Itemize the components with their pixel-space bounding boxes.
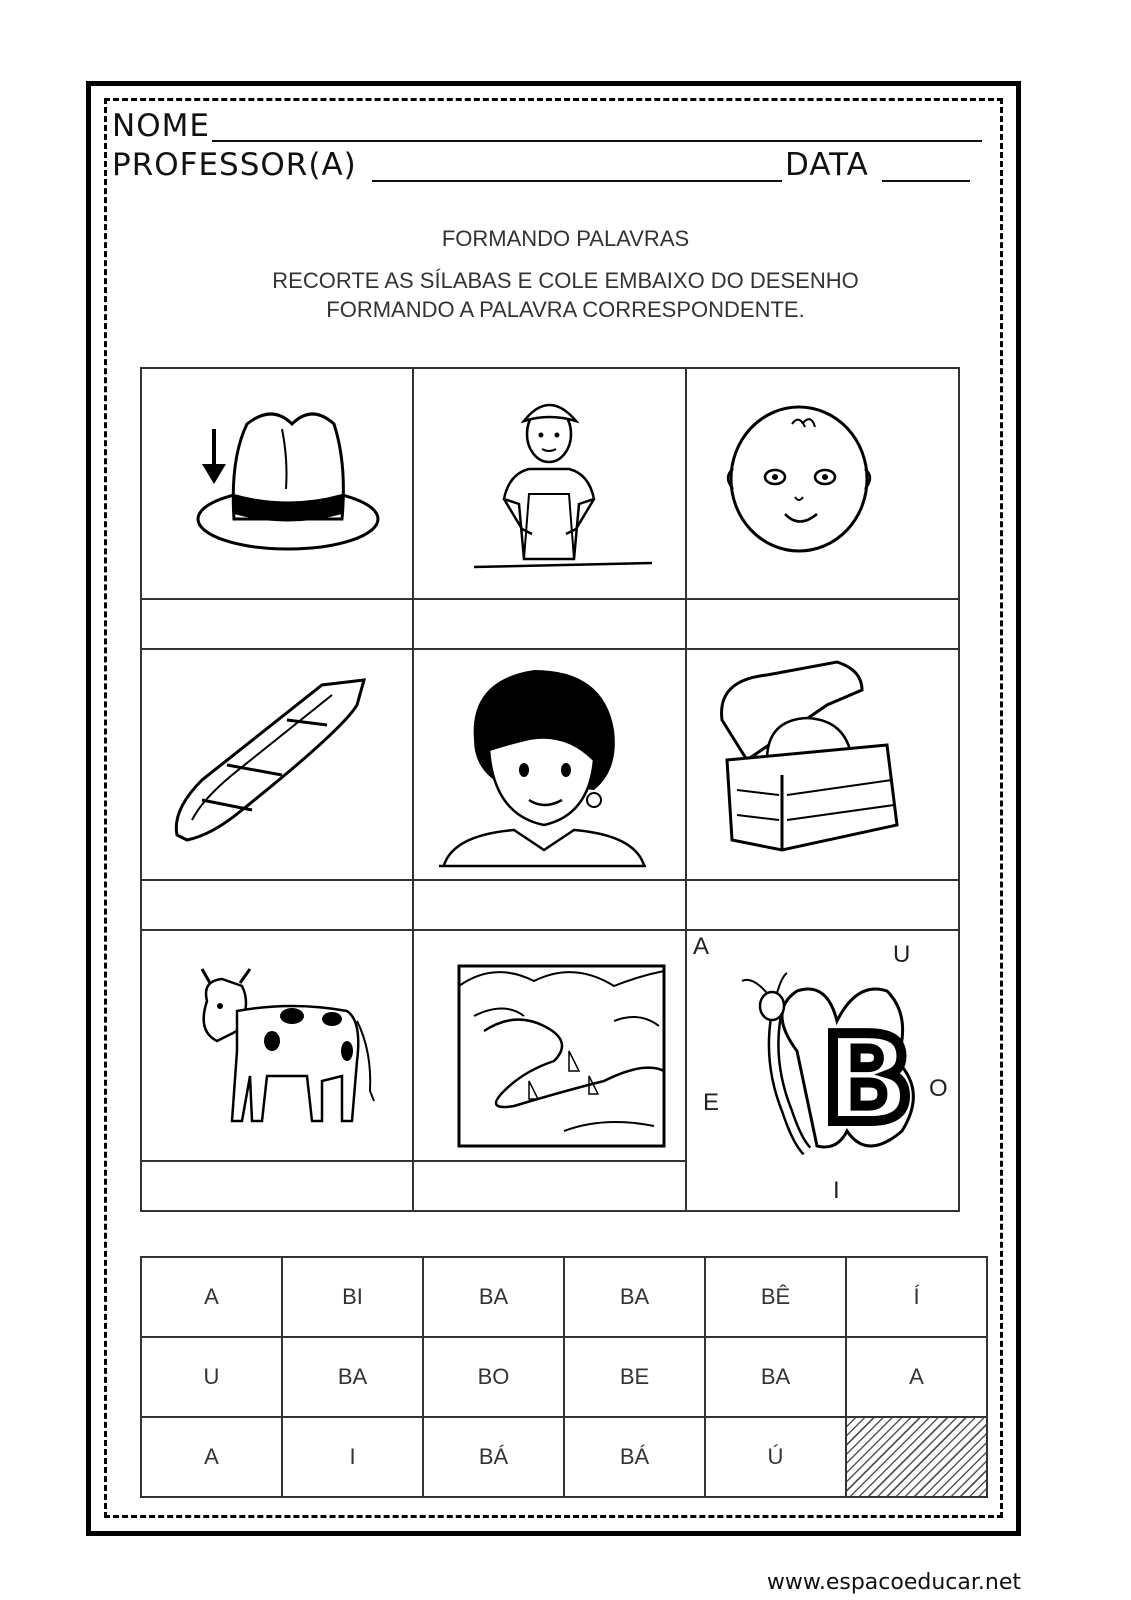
syllable-cell[interactable]: BI bbox=[282, 1257, 423, 1337]
syllable-cell[interactable]: BA bbox=[282, 1337, 423, 1417]
instruction-line-2: FORMANDO A PALAVRA CORRESPONDENTE. bbox=[326, 297, 805, 322]
bay-picture-cell bbox=[412, 929, 687, 1162]
baby-face-icon bbox=[687, 369, 958, 598]
hatched-empty-cell bbox=[846, 1417, 987, 1497]
page-title: FORMANDO PALAVRAS bbox=[441, 226, 690, 251]
baby-picture-cell bbox=[685, 367, 960, 600]
hat-picture-cell bbox=[140, 367, 414, 600]
bay-map-icon bbox=[414, 931, 685, 1160]
answer-box[interactable] bbox=[412, 598, 687, 650]
decor-letter-o: O bbox=[929, 1075, 948, 1102]
picture-grid bbox=[140, 367, 960, 1207]
woman-icon bbox=[414, 650, 685, 879]
decor-letter-a: A bbox=[693, 933, 710, 960]
decor-letter-u: U bbox=[893, 941, 911, 968]
answer-box[interactable] bbox=[685, 879, 960, 931]
answer-box[interactable] bbox=[685, 598, 960, 650]
syllable-cell[interactable]: BA bbox=[564, 1257, 705, 1337]
instruction-line-1: RECORTE AS SÍLABAS E COLE EMBAIXO DO DESENHO bbox=[272, 268, 859, 293]
cow-picture-cell bbox=[140, 929, 414, 1162]
syllable-cell[interactable]: A bbox=[141, 1417, 282, 1497]
canoe-picture-cell bbox=[140, 648, 414, 881]
syllable-cell[interactable]: A bbox=[141, 1257, 282, 1337]
teacher-label: PROFESSOR(A) bbox=[112, 147, 357, 183]
syllables-table bbox=[140, 1256, 988, 1498]
syllable-cell[interactable]: BÊ bbox=[705, 1257, 846, 1337]
letters-decoration-cell bbox=[685, 929, 960, 1212]
syllable-cell[interactable]: BA bbox=[705, 1337, 846, 1417]
decor-letter-i: I bbox=[833, 1177, 840, 1204]
teacher-line[interactable] bbox=[372, 180, 782, 182]
answer-box[interactable] bbox=[140, 598, 414, 650]
name-label: NOME bbox=[112, 108, 210, 144]
syllable-cell[interactable]: I bbox=[282, 1417, 423, 1497]
cook-icon bbox=[414, 369, 685, 598]
syllable-cell[interactable]: BA bbox=[423, 1257, 564, 1337]
syllable-cell[interactable]: BÁ bbox=[423, 1417, 564, 1497]
date-label: DATA bbox=[785, 147, 869, 183]
syllable-row bbox=[141, 1417, 987, 1497]
syllable-cell[interactable]: Ú bbox=[705, 1417, 846, 1497]
hat-icon bbox=[142, 369, 412, 598]
name-line[interactable] bbox=[212, 140, 982, 142]
answer-box[interactable] bbox=[140, 1160, 414, 1212]
syllable-cell[interactable]: BE bbox=[564, 1337, 705, 1417]
big-letter-b: B bbox=[822, 1011, 914, 1150]
syllable-cell[interactable]: BÁ bbox=[564, 1417, 705, 1497]
canoe-icon bbox=[142, 650, 412, 879]
answer-box[interactable] bbox=[140, 879, 414, 931]
answer-box[interactable] bbox=[412, 879, 687, 931]
syllable-cell[interactable]: A bbox=[846, 1337, 987, 1417]
cook-picture-cell bbox=[412, 367, 687, 600]
treasure-chest-icon bbox=[687, 650, 958, 879]
syllable-row bbox=[141, 1257, 987, 1337]
syllable-cell[interactable]: BO bbox=[423, 1337, 564, 1417]
date-line[interactable] bbox=[882, 180, 970, 182]
butterfly-letter-b-icon bbox=[727, 971, 957, 1181]
cow-icon bbox=[142, 931, 412, 1160]
woman-picture-cell bbox=[412, 648, 687, 881]
syllable-cell[interactable]: Í bbox=[846, 1257, 987, 1337]
syllable-row bbox=[141, 1337, 987, 1417]
answer-box[interactable] bbox=[412, 1160, 687, 1212]
site-url[interactable]: www.espacoeducar.net bbox=[766, 1570, 1021, 1595]
chest-picture-cell bbox=[685, 648, 960, 881]
syllable-cell[interactable]: U bbox=[141, 1337, 282, 1417]
decor-letter-e: E bbox=[703, 1089, 720, 1116]
